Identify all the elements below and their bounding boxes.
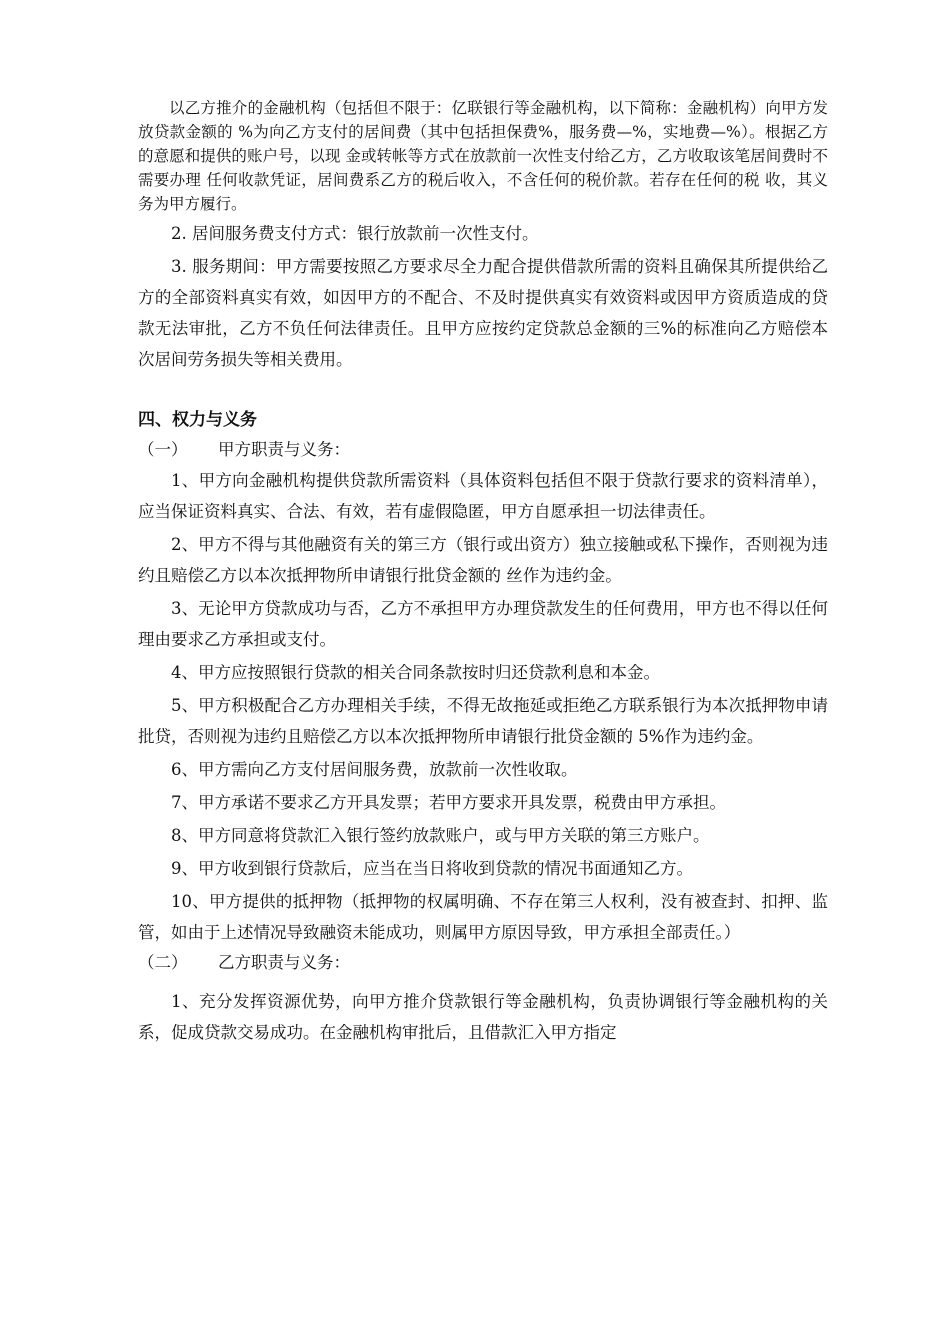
party-a-number: （一） [138,440,188,459]
paragraph-item-3: 3. 服务期间：甲方需要按照乙方要求尽全力配合提供借款所需的资料且确保其所提供给乙方的全部资料真实有效，如因甲方的不配合、不及时提供真实有效资料或因甲方资质造成的贷款无法审批，乙方不负任何法律责任。且甲方应按约定贷款总金额的三%的标准向乙方赔偿本次居间劳务损失等相关费用。 [138,257,828,369]
section-heading: 四、权力与义务 [138,410,257,430]
party-b-item: 1、充分发挥资源优势，向甲方推介贷款银行等金融机构，负责协调银行等金融机构的关系，促成贷款交易成功。在金融机构审批后，且借款汇入甲方指定 [138,992,828,1042]
party-a-heading [138,435,828,465]
party-a-item: 9、甲方收到银行贷款后，应当在当日将收到贷款的情况书面通知乙方。 [171,859,693,878]
party-a-item: 2、甲方不得与其他融资有关的第三方（银行或出资方）独立接触或私下操作，否则视为违约且赔偿乙方以本次抵押物所申请银行批贷金额的 丝作为违约金。 [138,535,828,585]
party-a-item: 8、甲方同意将贷款汇入银行签约放款账户，或与甲方关联的第三方账户。 [171,826,710,845]
party-a-label: 甲方职责与义务： [218,440,350,459]
party-b-number: （二） [138,953,188,972]
paragraph-item-2: 2. 居间服务费支付方式：银行放款前一次性支付。 [171,224,539,243]
party-a-item: 1、甲方向金融机构提供贷款所需资料（具体资料包括但不限于贷款行要求的资料清单），应当保证资料真实、合法、有效，若有虚假隐匿，甲方自愿承担一切法律责任。 [138,471,828,521]
party-a-item: 5、甲方积极配合乙方办理相关手续，不得无故拖延或拒绝乙方联系银行为本次抵押物申请批贷，否则视为违约且赔偿乙方以本次抵押物所申请银行批贷金额的 5%作为违约金。 [138,696,828,746]
party-a-item: 10、甲方提供的抵押物（抵押物的权属明确、不存在第三人权利，没有被查封、扣押、监管，如由于上述情况导致融资未能成功，则属甲方原因导致，甲方承担全部责任。） [138,892,828,942]
paragraph-fee-intro: 以乙方推介的金融机构（包括但不限于：亿联银行等金融机构，以下简称：金融机构）向甲方发放贷款金额的 %为向乙方支付的居间费（其中包括担保费%，服务费—%，实地费—%）。根据乙方的意愿和提供的账户号，以现 金或转帐等方式在放款前一次性支付给乙方，乙方收取该笔居间费时不需要办理 任何收款凭证，居间费系乙方的税后收入，不含任何的税价款。若存在任何的税 收，其义务为甲方履行。 [138,99,828,213]
party-a-item: 4、甲方应按照银行贷款的相关合同条款按时归还贷款利息和本金。 [171,663,660,682]
party-a-item: 7、甲方承诺不要求乙方开具发票；若甲方要求开具发票，税费由甲方承担。 [171,793,726,812]
party-a-item: 6、甲方需向乙方支付居间服务费，放款前一次性收取。 [171,760,578,779]
party-b-label: 乙方职责与义务： [218,953,350,972]
document-page [138,96,828,1048]
party-b-heading [138,948,828,978]
spacer [138,375,828,405]
party-a-item: 3、无论甲方贷款成功与否，乙方不承担甲方办理贷款发生的任何费用，甲方也不得以任何理由要求乙方承担或支付。 [138,599,828,649]
